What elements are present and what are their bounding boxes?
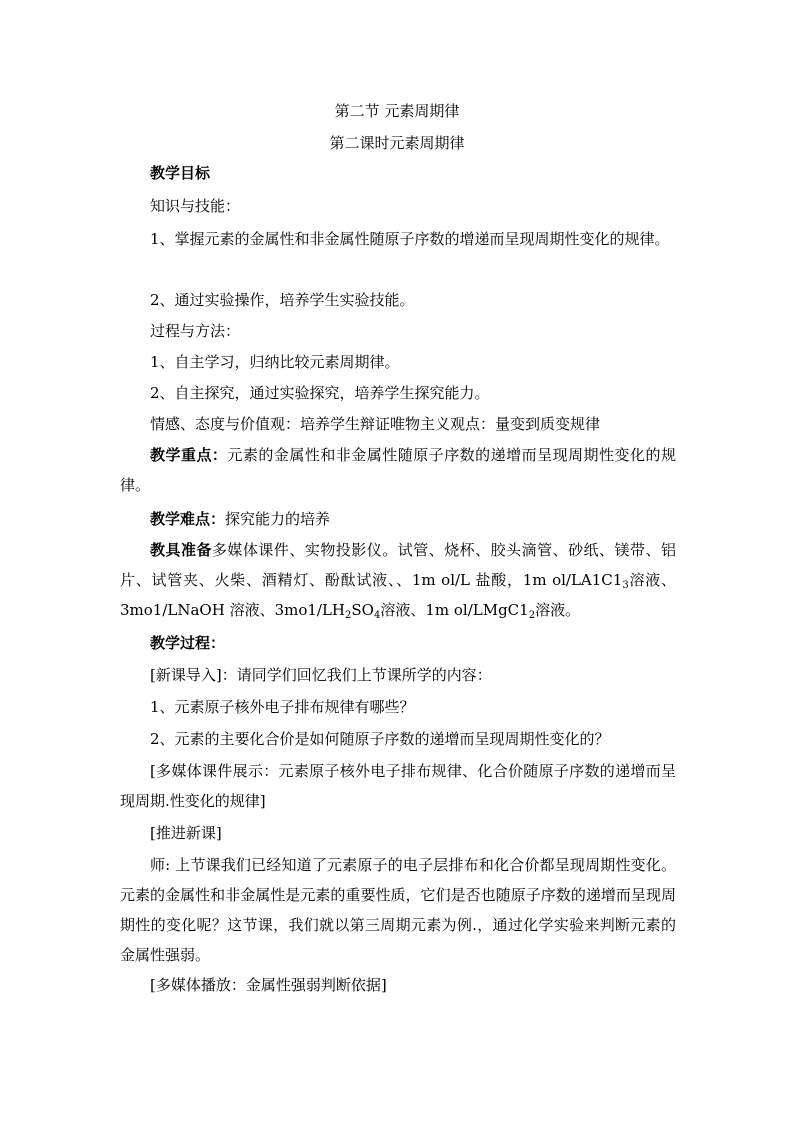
prep-label: 教具准备 [150, 541, 212, 559]
goals-heading: 教学目标 [150, 164, 211, 182]
media-display-1: [多媒体课件展示：元素原子核外电子排布规律、化合价随原子序数的递增而呈现周期.性变化的规律] [120, 762, 676, 810]
review-question-1: 1、元素原子核外电子排布规律有哪些？ [150, 698, 415, 716]
process-item-2: 2、自主探究，通过实验探究，培养学生探究能力。 [150, 384, 490, 402]
lesson-subtitle: 第二课时元素周期律 [329, 134, 465, 152]
knowledge-item-1: 1、掌握元素的金属性和非金属性随原子序数的增递而呈现周期性变化的规律。 [150, 230, 670, 248]
teacher-statement: 师: 上节课我们已经知道了元素原子的电子层排布和化合价都呈现周期性变化。元素的金属性和非金属性是元素的重要性质，它们是否也随原子序数的递增而呈现周期性的变化呢？这节课，我们就以第三周期元素为例.，通过化学实验来判断元素的金属性强弱。 [120, 856, 676, 964]
key-point-paragraph [120, 440, 676, 500]
key-point-label: 教学重点： [150, 446, 228, 464]
difficulty-label: 教学难点： [150, 510, 226, 528]
key-point-text: 元素的金属性和非金属性随原子序数的递增而呈现周期性变化的规律。 [120, 446, 676, 494]
emotion-goal: 情感、态度与价值观：培养学生辩证唯物主义观点：量变到质变规律 [150, 415, 601, 433]
process-heading: 教学过程： [150, 634, 226, 652]
new-lesson-intro: [新课导入]：请同学们回忆我们上节课所学的内容： [150, 666, 492, 684]
section-title: 第二节 元素周期律 [334, 102, 460, 120]
process-item-1: 1、自主学习，归纳比较元素周期律。 [150, 353, 400, 371]
advance-lesson: [推进新课] [150, 824, 222, 842]
media-display-2: [多媒体播放：金属性强弱判断依据] [150, 976, 387, 994]
knowledge-item-2: 2、通过实验操作，培养学生实验技能。 [150, 291, 415, 309]
review-question-2: 2、元素的主要化合价是如何随原子序数的递增而呈现周期性变化的？ [150, 730, 610, 748]
difficulty-text: 探究能力的培养 [225, 510, 331, 528]
process-method-label: 过程与方法： [150, 322, 241, 340]
difficulty-paragraph [120, 504, 676, 534]
knowledge-label: 知识与技能： [150, 197, 241, 215]
prep-paragraph: 教具准备多媒体课件、实物投影仪。试管、烧杯、胶头滴管、砂纸、镁带、铝片、试管夹、火柴、酒精灯、酚酞试液、、1m ol/L 盐酸，1m $ol/LA1C1_3$溶液、3mo1/LNaOH 溶液、$3mo1/LH_2SO_4$溶液、1m $ol/LMgC1_2$溶液。 [120, 541, 676, 621]
